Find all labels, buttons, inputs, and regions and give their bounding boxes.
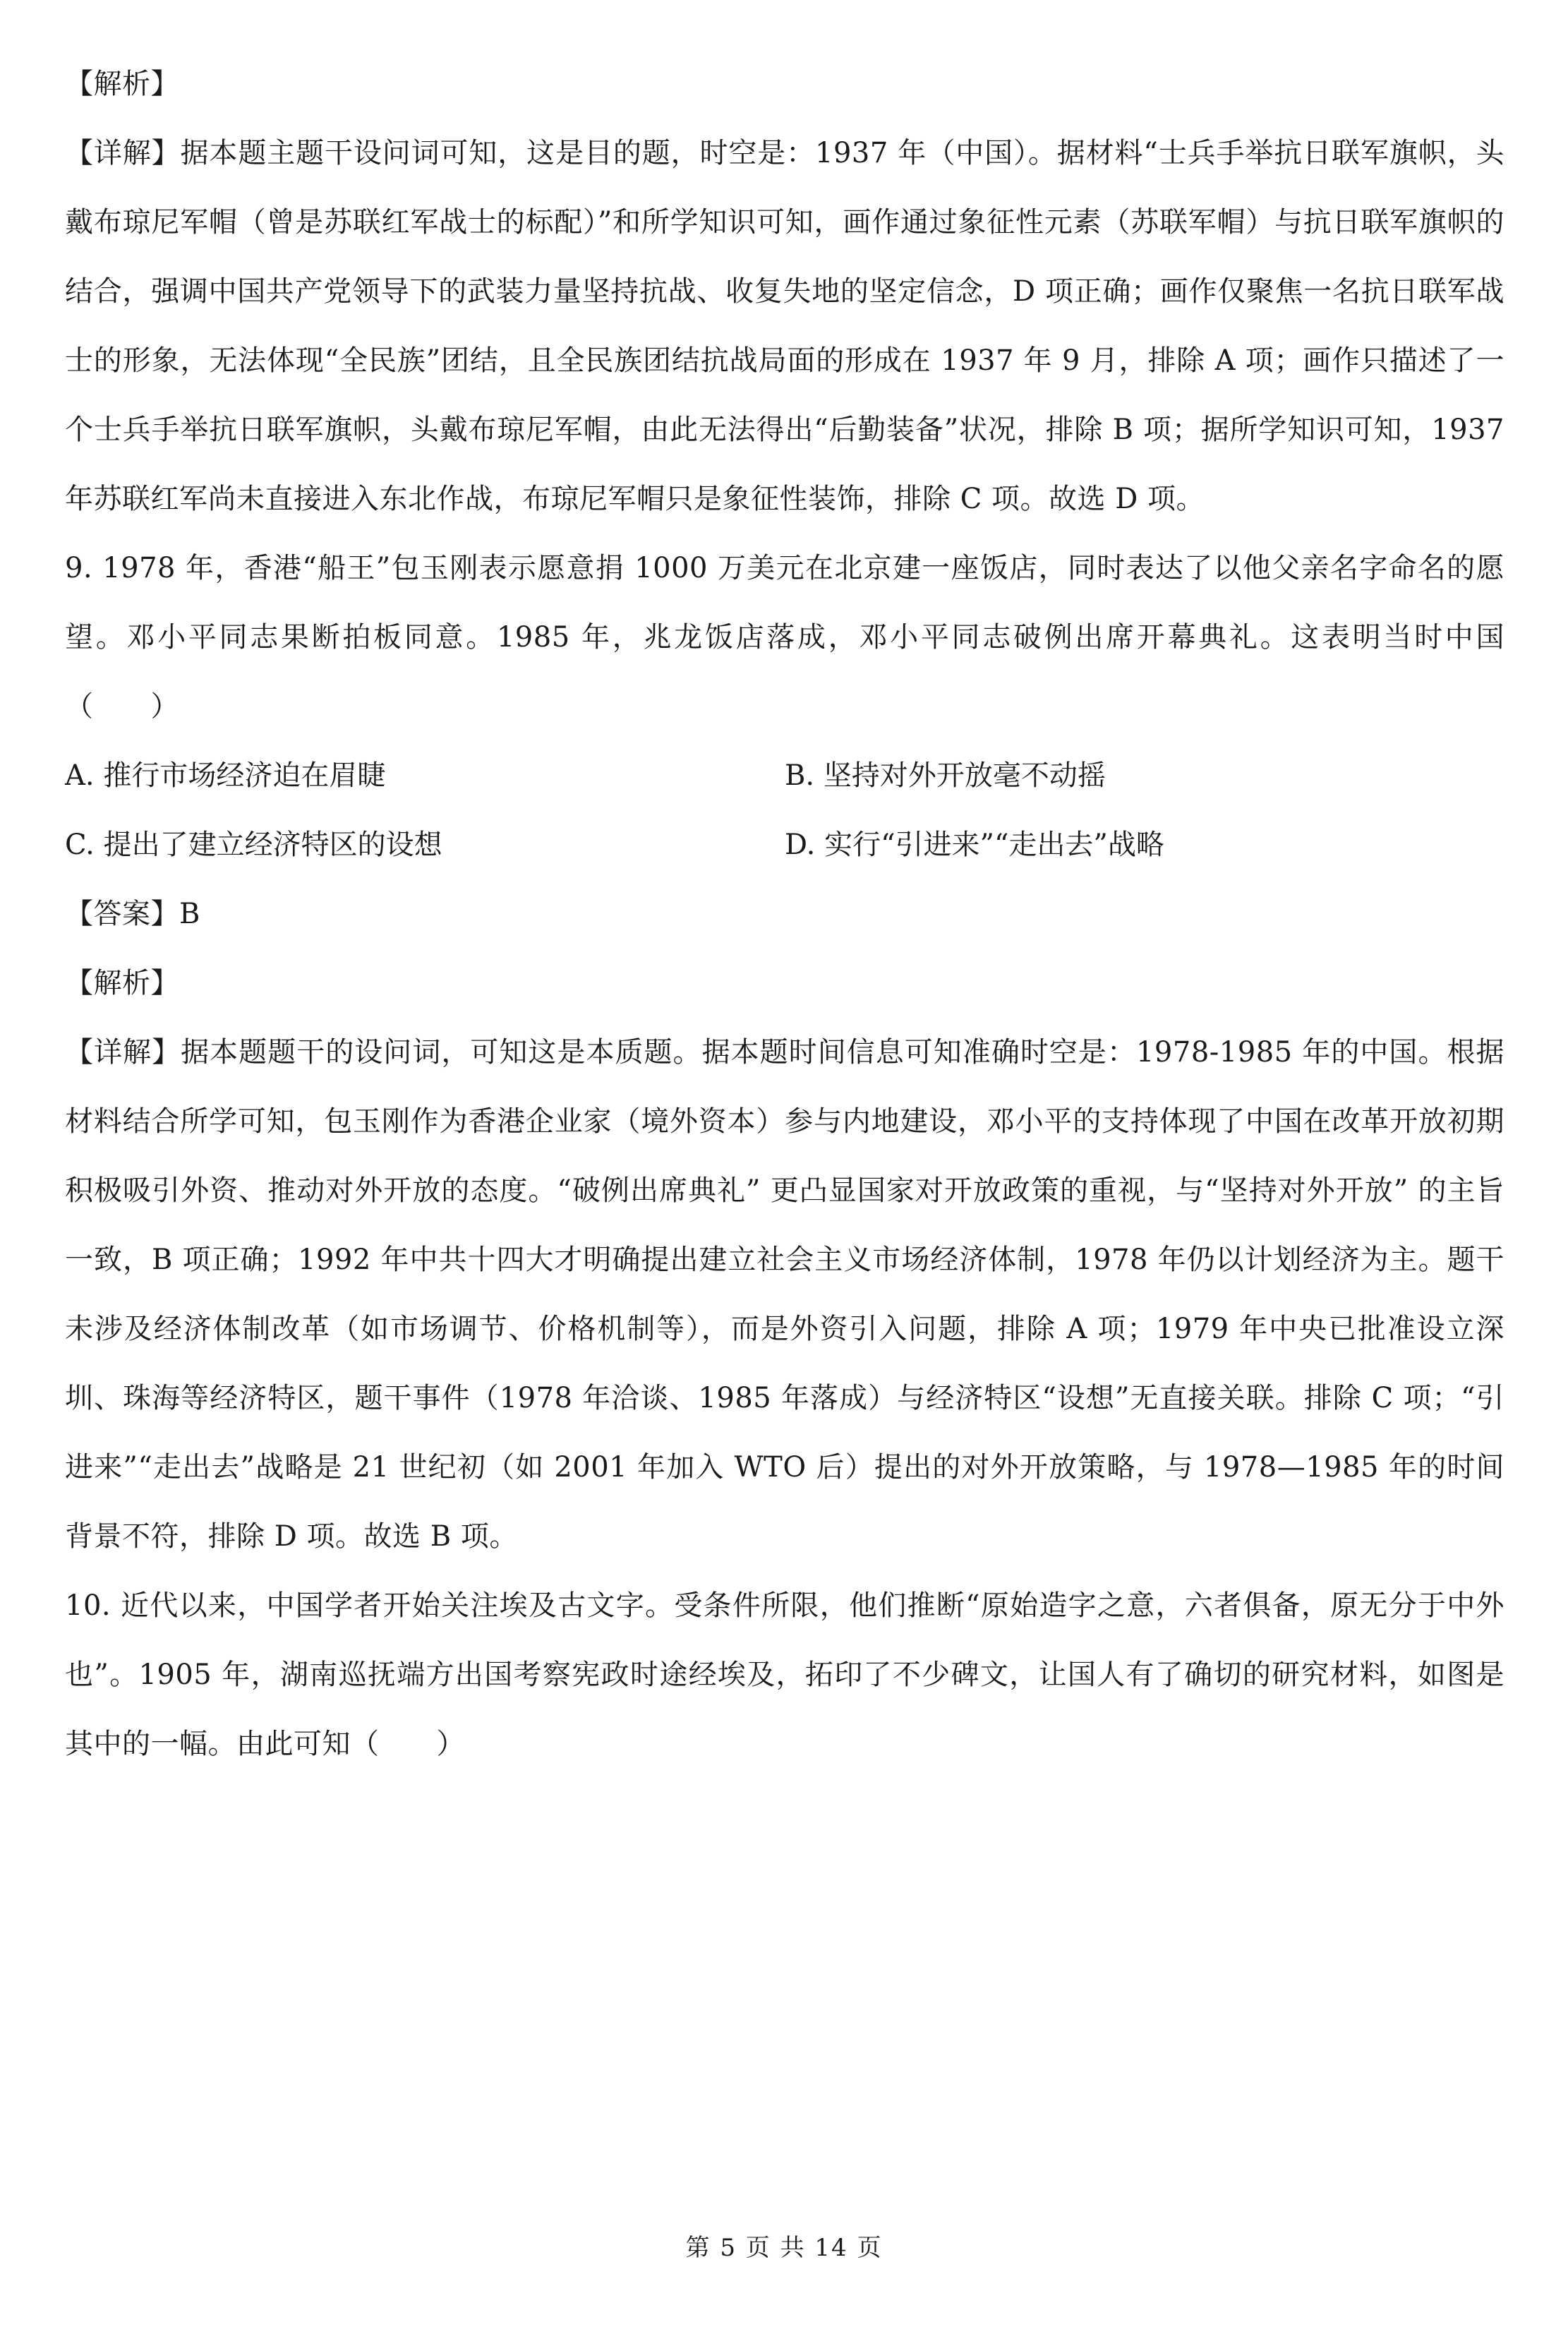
option-b: B. 坚持对外开放毫不动摇 — [785, 759, 1106, 792]
page-footer: 第 5 页 共 14 页 — [685, 2234, 883, 2262]
option-c: C. 提出了建立经济特区的设想 — [65, 829, 442, 861]
detail-paragraph-section1: 【详解】据本题主题干设问词可知，这是目的题，时空是：1937 年（中国）。据材料“士兵手举抗日联军旗帜，头戴布琼尼军帽（曾是苏联红军战士的标配）”和所学知识可知，画作通过象征性元素（苏联军帽）与抗日联军旗帜的结合，强调中国共产党领导下的武装力量坚持抗战、收复失地的坚定信念，D 项正确；画作仅聚焦一名抗日联军战士的形象，无法体现“全民族”团结，且全民族团结抗战局面的形成在 1937 年 9 月，排除 A 项；画作只描述了一个士兵手举抗日联军旗帜，头戴布琼尼军帽，由此无法得出“后勤装备”状况，排除 B 项；据所学知识可知，1937 年苏联红军尚未直接进入东北作战，布琼尼军帽只是象征性装饰，排除 C 项。故选 D 项。 — [65, 137, 1504, 515]
analysis-label-question9: 【解析】 — [65, 967, 179, 999]
question-9-options — [65, 741, 1504, 879]
question-10-stem: 10. 近代以来，中国学者开始关注埃及古文字。受条件所限，他们推断“原始造字之意，六者俱备，原无分于中外也”。1905 年，湖南巡抚端方出国考察宪政时途经埃及，拓印了不少碑文，让国人有了确切的研究材料，如图是其中的一幅。由此可知（ ） — [65, 1589, 1504, 1760]
option-d: D. 实行“引进来”“走出去”战略 — [785, 829, 1164, 861]
page-content — [65, 49, 1504, 1779]
question-9-stem: 9. 1978 年，香港“船王”包玉刚表示愿意捐 1000 万美元在北京建一座饭店，同时表达了以他父亲名字命名的愿望。邓小平同志果断拍板同意。1985 年，兆龙饭店落成，邓小平同志破例出席开幕典礼。这表明当时中国（ ） — [65, 552, 1504, 723]
analysis-label-section1: 【解析】 — [65, 68, 179, 100]
answer-label-question9: 【答案】B — [65, 898, 200, 930]
detail-paragraph-question9: 【详解】据本题题干的设问词，可知这是本质题。据本题时间信息可知准确时空是：1978-1985 年的中国。根据材料结合所学可知，包玉刚作为香港企业家（境外资本）参与内地建设，邓小平的支持体现了中国在改革开放初期积极吸引外资、推动对外开放的态度。“破例出席典礼” 更凸显国家对开放政策的重视，与“坚持对外开放” 的主旨一致，B 项正确；1992 年中共十四大才明确提出建立社会主义市场经济体制，1978 年仍以计划经济为主。题干未涉及经济体制改革（如市场调节、价格机制等），而是外资引入问题，排除 A 项；1979 年中央已批准设立深圳、珠海等经济特区，题干事件（1978 年洽谈、1985 年落成）与经济特区“设想”无直接关联。排除 C 项；“引进来”“走出去”战略是 21 世纪初（如 2001 年加入 WTO 后）提出的对外开放策略，与 1978—1985 年的时间背景不符，排除 D 项。故选 B 项。 — [65, 1036, 1504, 1553]
option-a: A. 推行市场经济迫在眉睫 — [65, 759, 386, 792]
